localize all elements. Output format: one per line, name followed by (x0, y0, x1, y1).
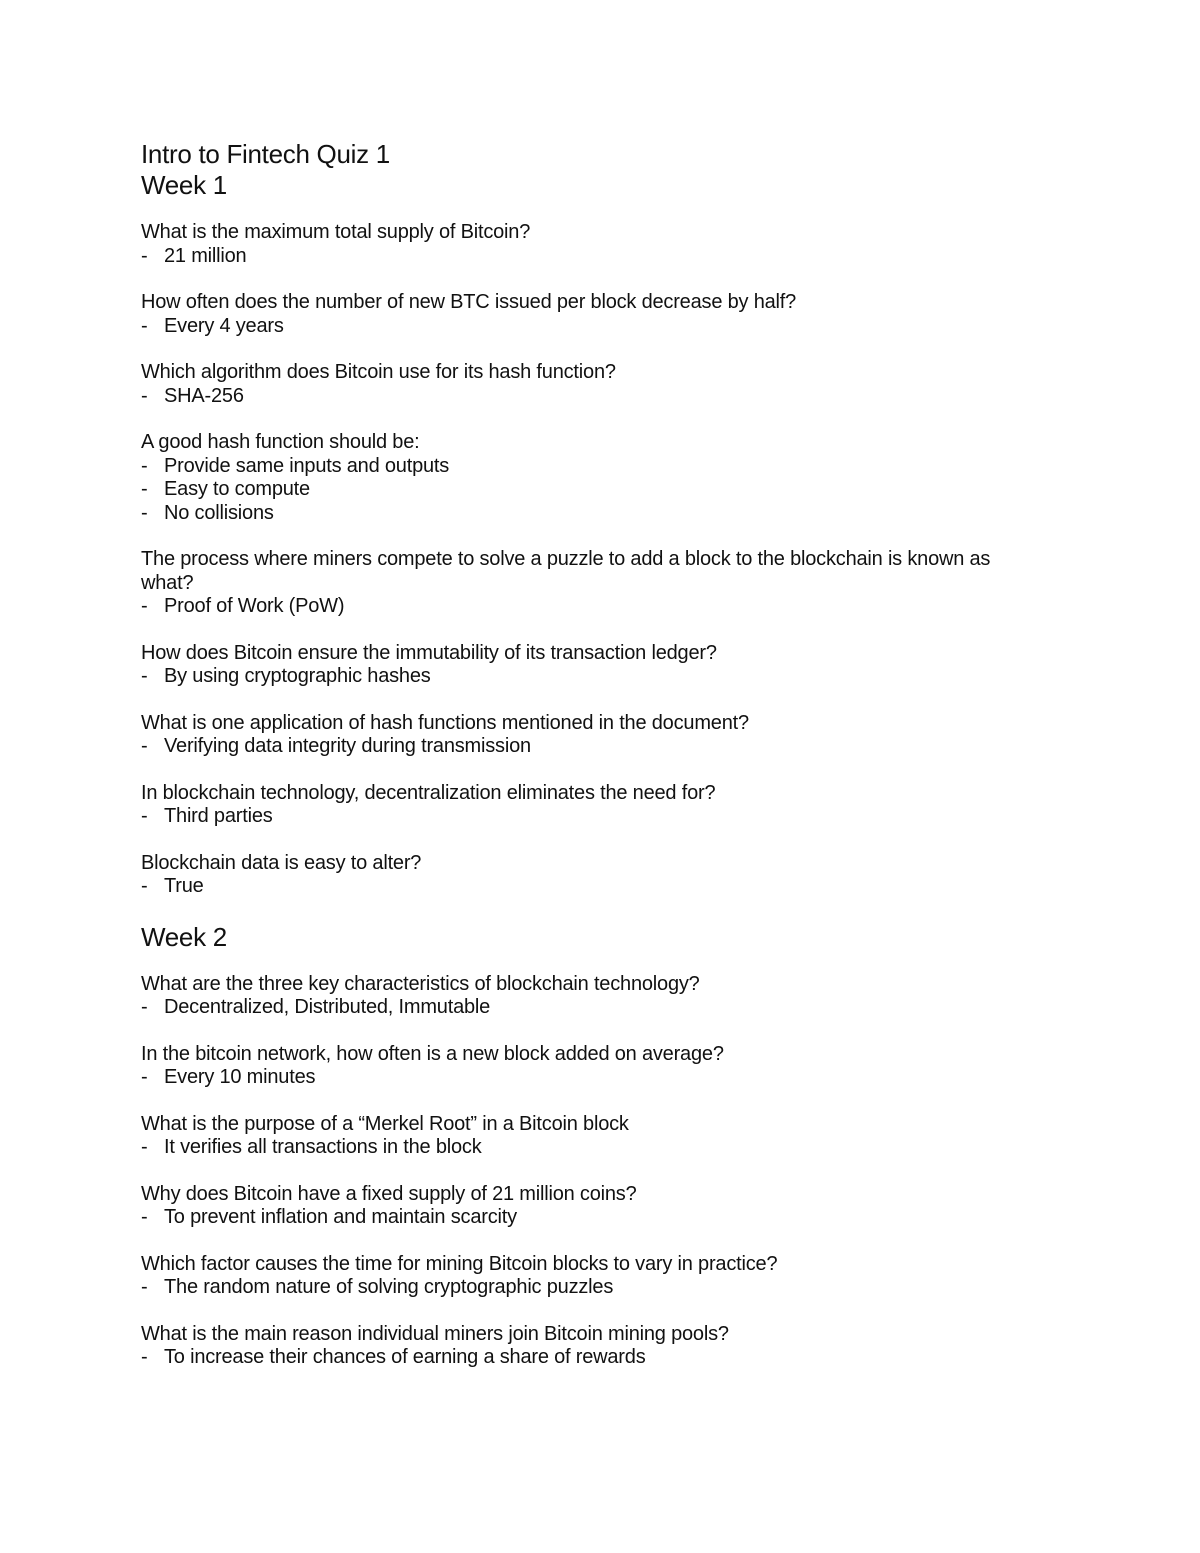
qa-item (141, 1323, 1041, 1370)
qa-item (141, 1043, 1041, 1090)
question-text: What is the main reason individual miners join Bitcoin mining pools? (141, 1322, 729, 1345)
answer-text: To prevent inflation and maintain scarcity (164, 1206, 517, 1228)
question-text: Why does Bitcoin have a fixed supply of 21 million coins? (141, 1182, 637, 1205)
dash-bullet-icon: - (141, 314, 148, 337)
answer-text: The random nature of solving cryptographic puzzles (164, 1276, 614, 1298)
answer-item (141, 455, 1041, 479)
answer-item (141, 1276, 1041, 1300)
dash-bullet-icon: - (141, 735, 148, 757)
week-heading: Week 1 (141, 170, 227, 200)
qa-item (141, 973, 1041, 1020)
answer-item (141, 735, 1041, 759)
answer-item (141, 1346, 1041, 1370)
answer-item (141, 996, 1041, 1020)
qa-item (141, 642, 1041, 689)
qa-item (141, 548, 1041, 619)
answer-item (141, 385, 1041, 409)
answer-item (141, 595, 1041, 619)
qa-item (141, 782, 1041, 829)
answer-item (141, 502, 1041, 526)
answer-item (141, 1136, 1041, 1160)
qa-item (141, 361, 1041, 408)
dash-bullet-icon: - (141, 1276, 148, 1298)
question-text: What are the three key characteristics of blockchain technology? (141, 972, 700, 995)
answer-item (141, 805, 1041, 829)
document-page (141, 139, 1041, 1393)
dash-bullet-icon: - (141, 805, 148, 827)
week-section (141, 922, 1041, 1370)
qa-item (141, 221, 1041, 268)
dash-bullet-icon: - (141, 1346, 148, 1368)
question-text: How does Bitcoin ensure the immutability of its transaction ledger? (141, 641, 717, 664)
question-text: What is the maximum total supply of Bitcoin? (141, 221, 531, 243)
week-heading: Week 2 (141, 921, 227, 952)
answer-text: Proof of Work (PoW) (164, 595, 345, 617)
dash-bullet-icon: - (141, 996, 148, 1018)
dash-bullet-icon: - (141, 454, 148, 477)
qa-item (141, 1113, 1041, 1160)
question-text: In blockchain technology, decentralization eliminates the need for? (141, 781, 716, 804)
question-text: What is one application of hash functions mentioned in the document? (141, 711, 749, 734)
dash-bullet-icon: - (141, 1066, 148, 1088)
answer-text: 21 million (164, 244, 247, 267)
qa-list (141, 973, 1041, 1370)
dash-bullet-icon: - (141, 665, 148, 687)
answer-item (141, 245, 1041, 269)
answer-text: SHA-256 (164, 384, 244, 407)
question-text: A good hash function should be: (141, 431, 420, 453)
dash-bullet-icon: - (141, 501, 148, 524)
qa-item (141, 1253, 1041, 1300)
dash-bullet-icon: - (141, 244, 148, 267)
answer-text: No collisions (164, 501, 274, 524)
qa-item (141, 431, 1041, 525)
answer-item (141, 665, 1041, 689)
answer-text: Verifying data integrity during transmission (164, 735, 531, 757)
document-title: Intro to Fintech Quiz 1 (141, 139, 390, 169)
dash-bullet-icon: - (141, 478, 148, 500)
dash-bullet-icon: - (141, 875, 148, 897)
qa-item (141, 712, 1041, 759)
answer-item (141, 1206, 1041, 1230)
answer-text: Third parties (164, 805, 273, 827)
qa-item (141, 1183, 1041, 1230)
question-text: The process where miners compete to solve a puzzle to add a block to the blockchain is known as what? (141, 548, 991, 594)
answer-item (141, 1066, 1041, 1090)
answer-item (141, 315, 1041, 339)
answer-text: True (164, 875, 204, 897)
answer-text: Easy to compute (164, 478, 310, 500)
question-text: Blockchain data is easy to alter? (141, 851, 422, 874)
answer-text: Provide same inputs and outputs (164, 454, 450, 477)
week-section (141, 170, 1041, 899)
answer-text: By using cryptographic hashes (164, 665, 431, 687)
answer-item (141, 875, 1041, 899)
answer-text: Every 4 years (164, 314, 284, 337)
question-text: What is the purpose of a “Merkel Root” in a Bitcoin block (141, 1112, 629, 1135)
qa-item (141, 852, 1041, 899)
question-text: In the bitcoin network, how often is a new block added on average? (141, 1042, 724, 1065)
answer-text: Decentralized, Distributed, Immutable (164, 996, 491, 1018)
answer-text: To increase their chances of earning a share of rewards (164, 1346, 646, 1368)
dash-bullet-icon: - (141, 595, 148, 617)
dash-bullet-icon: - (141, 1206, 148, 1228)
question-text: Which algorithm does Bitcoin use for its hash function? (141, 361, 616, 383)
dash-bullet-icon: - (141, 1136, 148, 1158)
answer-text: It verifies all transactions in the block (164, 1136, 482, 1158)
weeks-container (141, 170, 1041, 1370)
qa-list (141, 221, 1041, 899)
question-text: Which factor causes the time for mining Bitcoin blocks to vary in practice? (141, 1252, 778, 1275)
qa-item (141, 291, 1041, 338)
answer-text: Every 10 minutes (164, 1066, 316, 1088)
question-text: How often does the number of new BTC issued per block decrease by half? (141, 291, 797, 313)
dash-bullet-icon: - (141, 384, 148, 407)
answer-item (141, 478, 1041, 502)
